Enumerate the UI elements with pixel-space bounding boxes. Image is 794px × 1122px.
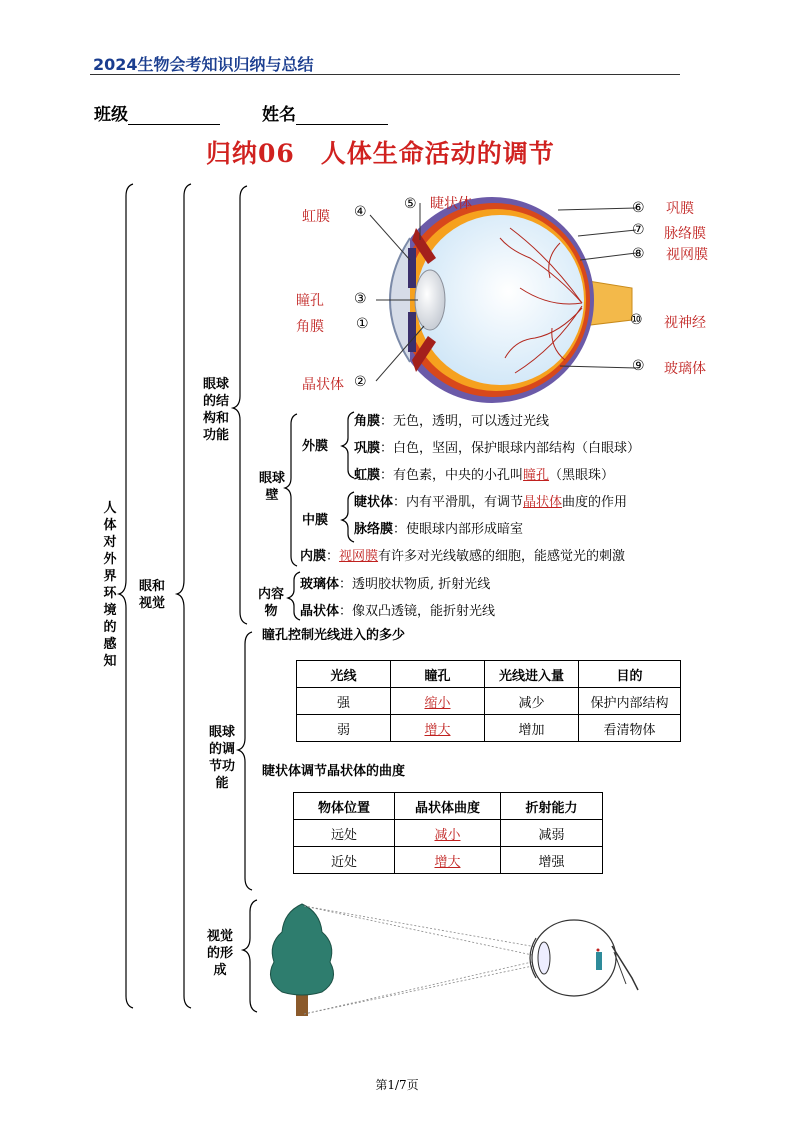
header-title: 2024生物会考知识归纳与总结 xyxy=(93,55,314,74)
row-lens: 晶状体：像双凸透镜，能折射光线 xyxy=(300,604,496,619)
num-5: ⑤ xyxy=(404,196,417,212)
row-inner: 内膜：视网膜有许多对光线敏感的细胞，能感觉光的刺激 xyxy=(300,549,626,564)
name-label: 姓名 xyxy=(262,105,296,125)
label-pupil: 瞳孔 xyxy=(296,293,324,309)
table-header-row: 物体位置 晶状体曲度 折射能力 xyxy=(294,793,603,820)
lens-table xyxy=(293,792,603,874)
brace-level2 xyxy=(177,184,191,1008)
adjust-label: 眼球的调节功能 xyxy=(208,725,235,791)
table-row: 强 缩小 减少 保护内部结构 xyxy=(297,688,681,715)
label-choroid: 脉络膜 xyxy=(664,226,706,242)
label-cornea: 角膜 xyxy=(296,319,324,335)
row-ciliary: 睫状体：内有平滑肌，有调节晶状体曲度的作用 xyxy=(354,495,628,510)
table-header-row: 光线 瞳孔 光线进入量 目的 xyxy=(297,661,681,688)
brace-middle xyxy=(342,492,354,542)
label-sclera: 巩膜 xyxy=(666,201,694,217)
num-1: ① xyxy=(356,316,369,332)
num-10: ⑩ xyxy=(630,312,643,328)
label-retina: 视网膜 xyxy=(666,247,708,263)
pupil-heading: 瞳孔控制光线进入的多少 xyxy=(262,628,406,643)
page-title: 归纳06 人体生命活动的调节 xyxy=(206,139,555,168)
num-9: ⑨ xyxy=(632,358,645,374)
brace-outer xyxy=(342,412,354,478)
level2-label: 眼和视觉 xyxy=(138,579,165,611)
lens-shape xyxy=(415,270,445,330)
num-7: ⑦ xyxy=(632,222,645,238)
tree-crown xyxy=(270,904,333,995)
structure-label: 眼球的结构和功能 xyxy=(202,377,229,443)
num-2: ② xyxy=(354,374,367,390)
row-sclera: 巩膜：白色，坚固，保护眼球内部结构（白眼球） xyxy=(354,441,641,456)
table-row: 远处 减小 减弱 xyxy=(294,820,603,847)
num-4: ④ xyxy=(354,204,367,220)
lens-heading: 睫状体调节晶状体的曲度 xyxy=(262,764,406,779)
contents-label: 内容物 xyxy=(257,587,284,619)
brace-structure xyxy=(233,186,247,624)
middle-label: 中膜 xyxy=(301,513,328,528)
num-6: ⑥ xyxy=(632,200,645,216)
row-choroid: 脉络膜：使眼球内部形成暗室 xyxy=(354,522,524,537)
row-vitreous: 玻璃体：透明胶状物质, 折射光线 xyxy=(300,577,491,592)
brace-vision xyxy=(243,900,257,1012)
vision-diagram xyxy=(262,898,642,1020)
table-row: 弱 增大 增加 看清物体 xyxy=(297,715,681,742)
page-number: 第1/7页 xyxy=(375,1078,419,1092)
num-8: ⑧ xyxy=(632,246,645,262)
outer-label: 外膜 xyxy=(301,439,328,454)
pupil-table xyxy=(296,660,681,742)
brace-level1 xyxy=(119,184,133,1008)
row-cornea: 角膜：无色，透明，可以透过光线 xyxy=(354,414,550,429)
brace-contents xyxy=(288,572,300,620)
row-iris: 虹膜：有色素，中央的小孔叫瞳孔（黑眼珠） xyxy=(354,468,615,483)
table-row: 近处 增大 增强 xyxy=(294,847,603,874)
label-optic-nerve: 视神经 xyxy=(664,315,706,331)
vision-label: 视觉的形成 xyxy=(206,929,233,978)
wall-label: 眼球壁 xyxy=(258,471,285,503)
label-vitreous: 玻璃体 xyxy=(664,361,706,377)
label-iris: 虹膜 xyxy=(302,209,330,225)
level1-label: 人体对外界环境的感知 xyxy=(103,501,117,669)
label-ciliary: 睫状体 xyxy=(430,196,472,212)
class-label: 班级 xyxy=(94,105,128,125)
brace-adjust xyxy=(238,632,252,890)
iris-shape xyxy=(408,248,416,288)
label-lens: 晶状体 xyxy=(302,377,344,393)
num-3: ③ xyxy=(354,291,367,307)
